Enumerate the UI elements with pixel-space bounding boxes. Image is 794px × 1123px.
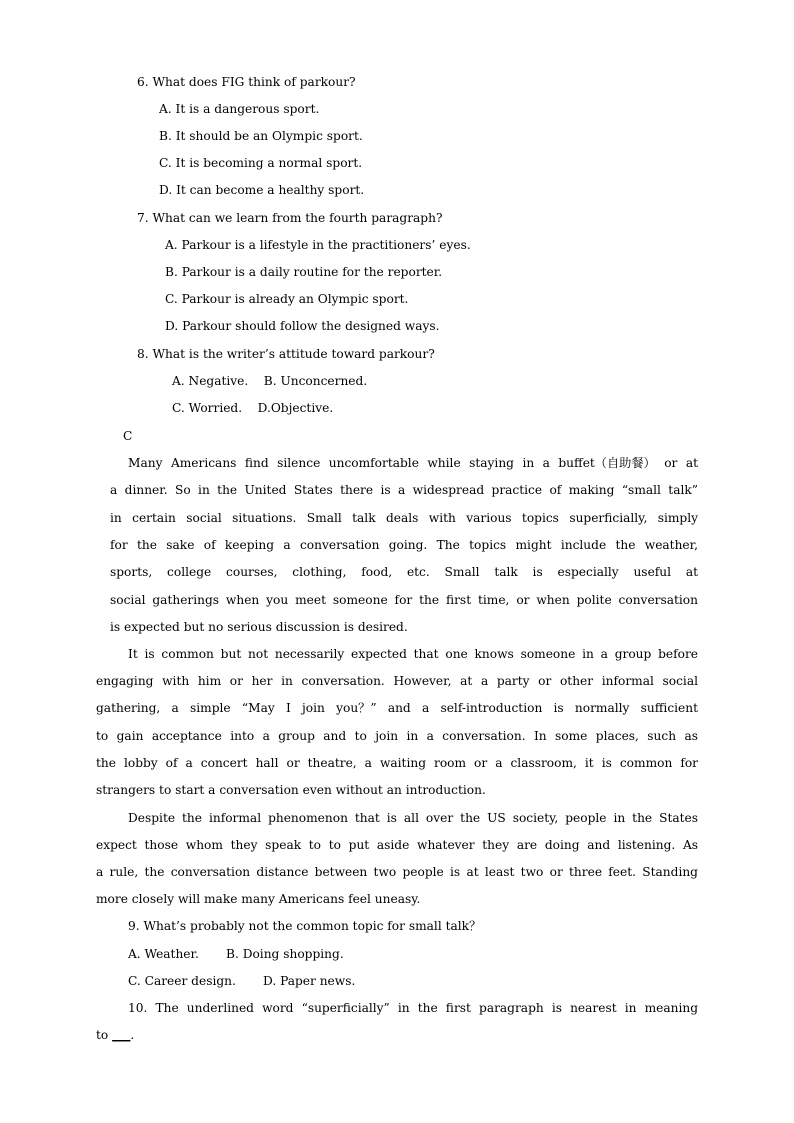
answer-blank: ___ [112, 1028, 131, 1042]
question-6-option-c: C. It is becoming a normal sport. [159, 156, 363, 170]
question-10-stem: 10. The underlined word “superficially” in the first paragraph is nearest in meaning [128, 1001, 698, 1015]
paragraph-1-line: a dinner. So in the United States there is a widespread practice of making “small talk” [110, 483, 698, 497]
question-8-stem: 8. What is the writer’s attitude toward parkour? [137, 347, 435, 361]
paragraph-1-line: for the sake of keeping a conversation going. The topics might include the weather, [110, 538, 698, 552]
question-6-option-d: D. It can become a healthy sport. [159, 183, 365, 197]
paragraph-2-line: It is common but not necessarily expected that one knows someone in a group before [128, 647, 698, 661]
question-6-stem: 6. What does FIG think of parkour? [137, 75, 356, 89]
question-10-suffix: . [130, 1028, 135, 1042]
paragraph-3-line: Despite the informal phenomenon that is all over the US society, people in the States [128, 811, 698, 825]
question-8-options-row-2: C. Worried. D.Objective. [172, 401, 334, 415]
question-7-stem: 7. What can we learn from the fourth paragraph? [137, 211, 443, 225]
paragraph-2-line: gathering, a simple “May I join you？” and a self-introduction is normally sufficient [96, 701, 698, 715]
paragraph-1-line: social gatherings when you meet someone for the first time, or when polite conversation [110, 593, 698, 607]
paragraph-2-line: engaging with him or her in conversation. However, at a party or other informal social [96, 674, 698, 688]
question-6-option-b: B. It should be an Olympic sport. [159, 129, 363, 143]
paragraph-3-line: expect those whom they speak to to put aside whatever they are doing and listening. As [96, 838, 698, 852]
question-10-prefix: to [96, 1028, 113, 1042]
paragraph-2-line: to gain acceptance into a group and to join in a conversation. In some places, such as [96, 729, 698, 743]
question-6-option-a: A. It is a dangerous sport. [159, 102, 320, 116]
question-9-options-row-2: C. Career design. D. Paper news. [128, 974, 356, 988]
question-9-stem: 9. What’s probably not the common topic for small talk？ [128, 919, 482, 933]
paragraph-1-line: is expected but no serious discussion is desired. [110, 620, 408, 634]
paragraph-3-line: more closely will make many Americans feel uneasy. [96, 892, 421, 906]
paragraph-2-line: the lobby of a concert hall or theatre, a waiting room or a classroom, it is common for [96, 756, 698, 770]
question-7-option-d: D. Parkour should follow the designed ways. [165, 319, 440, 333]
question-7-option-b: B. Parkour is a daily routine for the reporter. [165, 265, 443, 279]
question-10-stem-continued [96, 1027, 134, 1043]
question-9-options-row-1: A. Weather. B. Doing shopping. [128, 947, 344, 961]
question-7-option-c: C. Parkour is already an Olympic sport. [165, 292, 409, 306]
question-7-option-a: A. Parkour is a lifestyle in the practitioners’ eyes. [165, 238, 471, 252]
paragraph-3-line: a rule, the conversation distance between two people is at least two or three feet. Standing [96, 865, 698, 879]
question-8-options-row-1: A. Negative. B. Unconcerned. [172, 374, 368, 388]
section-c-label: C [123, 429, 133, 443]
paragraph-1-line: Many Americans find silence uncomfortable while staying in a buffet（自助餐） or at [128, 456, 698, 470]
paragraph-1-line: sports, college courses, clothing, food, etc. Small talk is especially useful at [110, 565, 698, 579]
paragraph-2-line: strangers to start a conversation even without an introduction. [96, 783, 486, 797]
paragraph-1-line [110, 510, 698, 526]
paragraph-1-line-text: in certain social situations. Small talk deals with various topics superficially, simply [110, 511, 698, 525]
